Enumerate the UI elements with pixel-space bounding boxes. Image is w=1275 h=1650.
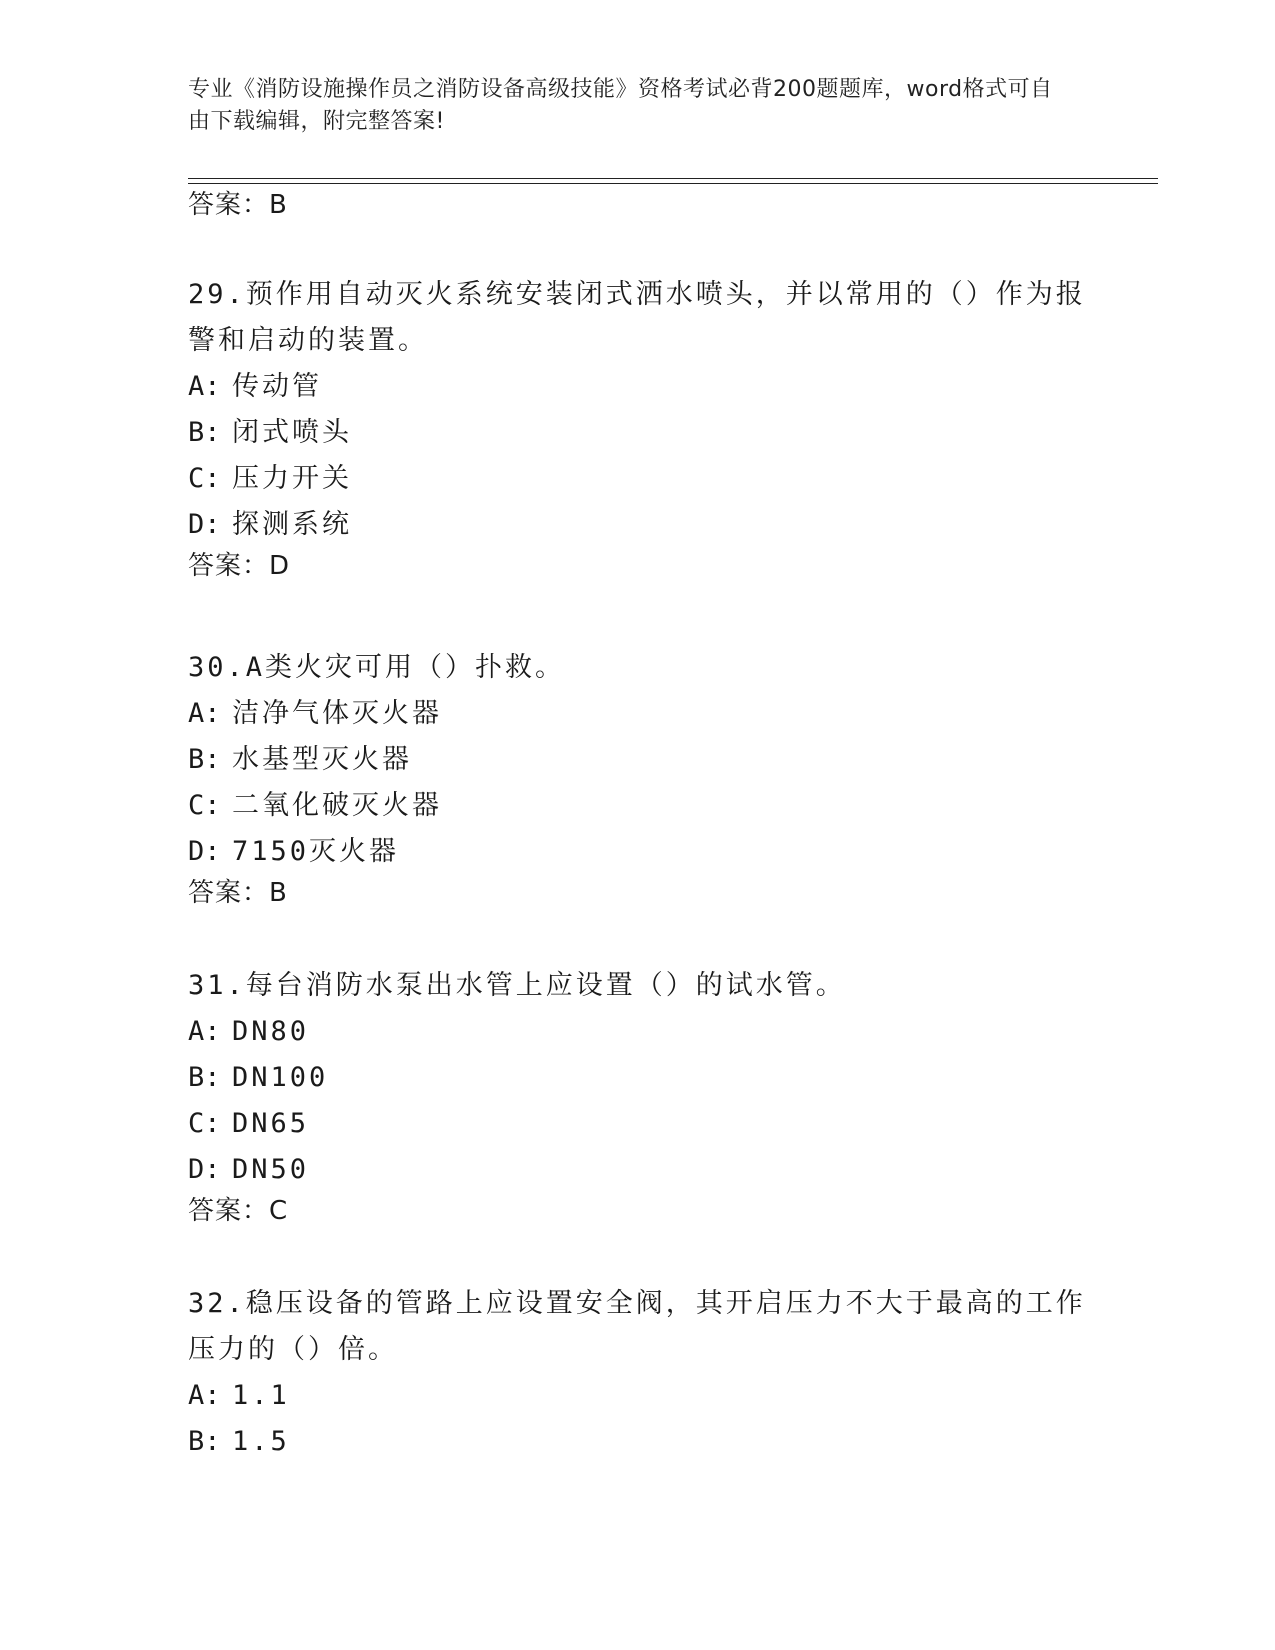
option-c: C: 二氧化破灭火器 [188,790,442,821]
question-29 [188,272,1088,594]
option-b: B: 1.5 [188,1426,290,1457]
option-a: A: 洁净气体灭火器 [188,698,442,729]
answer-prev: 答案：B [188,190,288,220]
question-30 [188,645,1088,921]
answer: 答案：C [188,1196,289,1226]
page-header: 专业《消防设施操作员之消防设备高级技能》资格考试必背200题题库，word格式可自由下载编辑，附完整答案! [188,77,1053,134]
option-a: A: 传动管 [188,371,322,402]
option-c: C: DN65 [188,1108,310,1139]
option-b: B: 闭式喷头 [188,417,352,448]
option-b: B: 水基型灭火器 [188,744,412,775]
answer: 答案：B [188,878,288,908]
option-a: A: 1.1 [188,1380,290,1411]
option-d: D: DN50 [188,1154,310,1185]
question-stem: 32.稳压设备的管路上应设置安全阀，其开启压力不大于最高的工作压力的（）倍。 [188,1288,1086,1365]
option-d: D: 7150灭火器 [188,836,400,867]
option-d: D: 探测系统 [188,509,352,540]
question-32 [188,1281,1088,1465]
header-divider-top [188,178,1158,179]
option-c: C: 压力开关 [188,463,352,494]
header-divider-bottom [188,183,1158,184]
option-a: A: DN80 [188,1016,310,1047]
question-stem: 30.A类火灾可用（）扑救。 [188,652,566,683]
question-31 [188,963,1088,1239]
question-stem: 31.每台消防水泵出水管上应设置（）的试水管。 [188,970,846,1001]
option-b: B: DN100 [188,1062,329,1093]
question-stem: 29.预作用自动灭火系统安装闭式洒水喷头，并以常用的（）作为报警和启动的装置。 [188,279,1086,356]
answer: 答案：D [188,551,291,581]
